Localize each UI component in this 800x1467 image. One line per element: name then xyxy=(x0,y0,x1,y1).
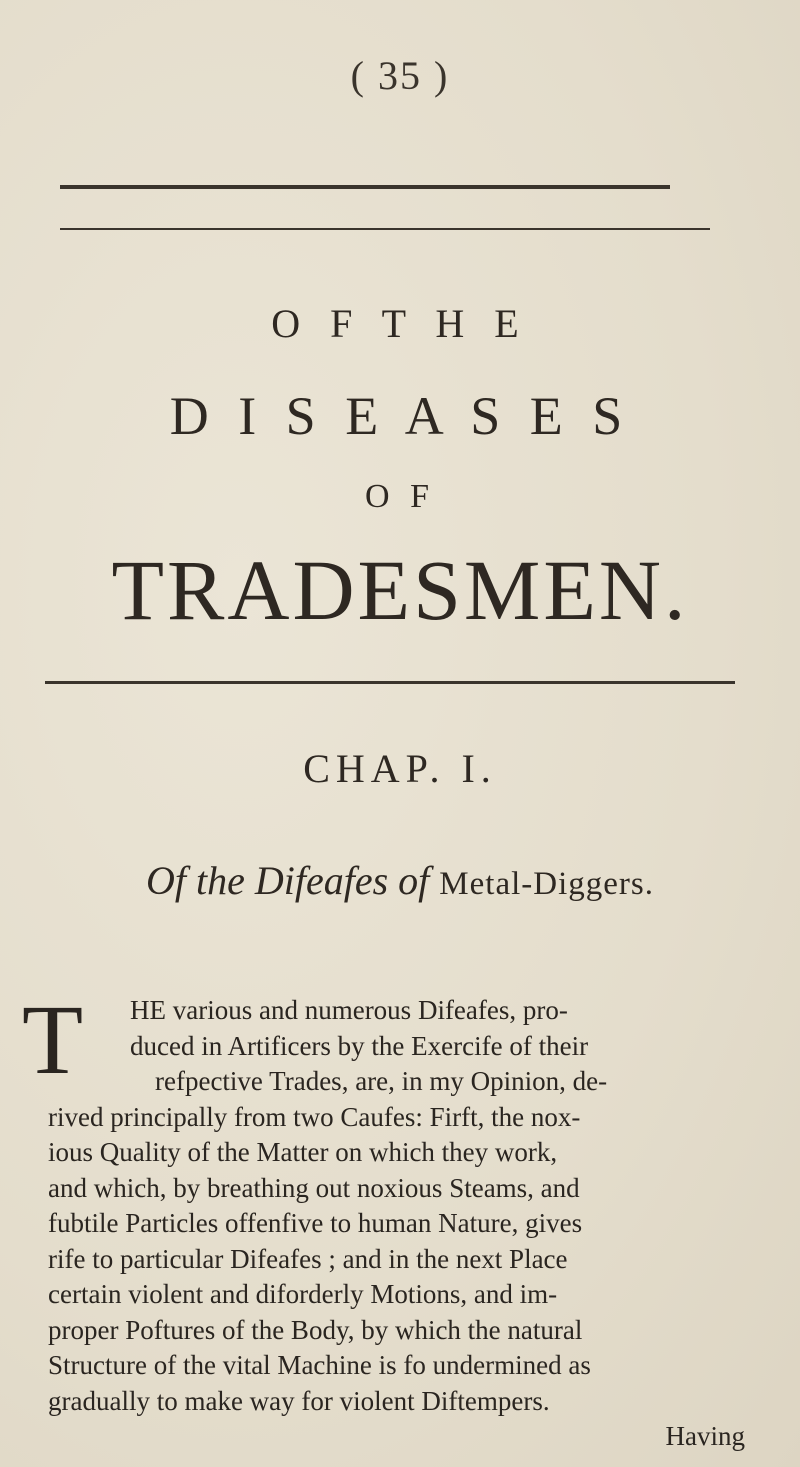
page-number: ( 35 ) xyxy=(350,53,450,98)
body-line: HE various and numerous Difeafes, pro- xyxy=(130,995,568,1025)
catchword: Having xyxy=(665,1421,745,1451)
body-line: proper Poftures of the Body, by which the natural xyxy=(48,1314,583,1345)
drop-cap: T xyxy=(22,984,84,1095)
body-line: and which, by breathing out noxious Steams, and xyxy=(48,1172,580,1203)
title-line-of: O F xyxy=(365,478,435,515)
top-rule-thin xyxy=(60,228,710,230)
body-line: ious Quality of the Matter on which they work, xyxy=(48,1137,558,1167)
title-line-diseases: D I S E A S E S xyxy=(169,386,631,446)
body-line: duced in Artificers by the Exercife of their xyxy=(130,1030,589,1061)
chapter-title-italic: Of the Difeafes of xyxy=(146,858,440,903)
body-line: rived principally from two Caufes: Firft, the nox- xyxy=(48,1101,581,1132)
chapter-heading: CHAP. I. xyxy=(303,746,497,791)
title-rule xyxy=(45,681,735,684)
body-line: certain violent and diforderly Motions, and im- xyxy=(48,1279,558,1309)
body-line: gradually to make way for violent Diftempers. xyxy=(48,1385,550,1416)
body-line: Structure of the vital Machine is fo undermined as xyxy=(48,1350,591,1380)
top-rule-thick xyxy=(60,185,670,189)
title-line-of-the: O F T H E xyxy=(271,301,529,346)
body-line: refpective Trades, are, in my Opinion, de- xyxy=(155,1066,608,1096)
title-line-tradesmen: TRADESMEN. xyxy=(111,542,689,638)
chapter-title xyxy=(0,857,800,904)
body-line: rife to particular Difeafes ; and in the next Place xyxy=(48,1243,568,1274)
body-line: fubtile Particles offenfive to human Nature, gives xyxy=(48,1208,583,1238)
chapter-title-smallcaps: Metal-Diggers. xyxy=(439,866,654,902)
